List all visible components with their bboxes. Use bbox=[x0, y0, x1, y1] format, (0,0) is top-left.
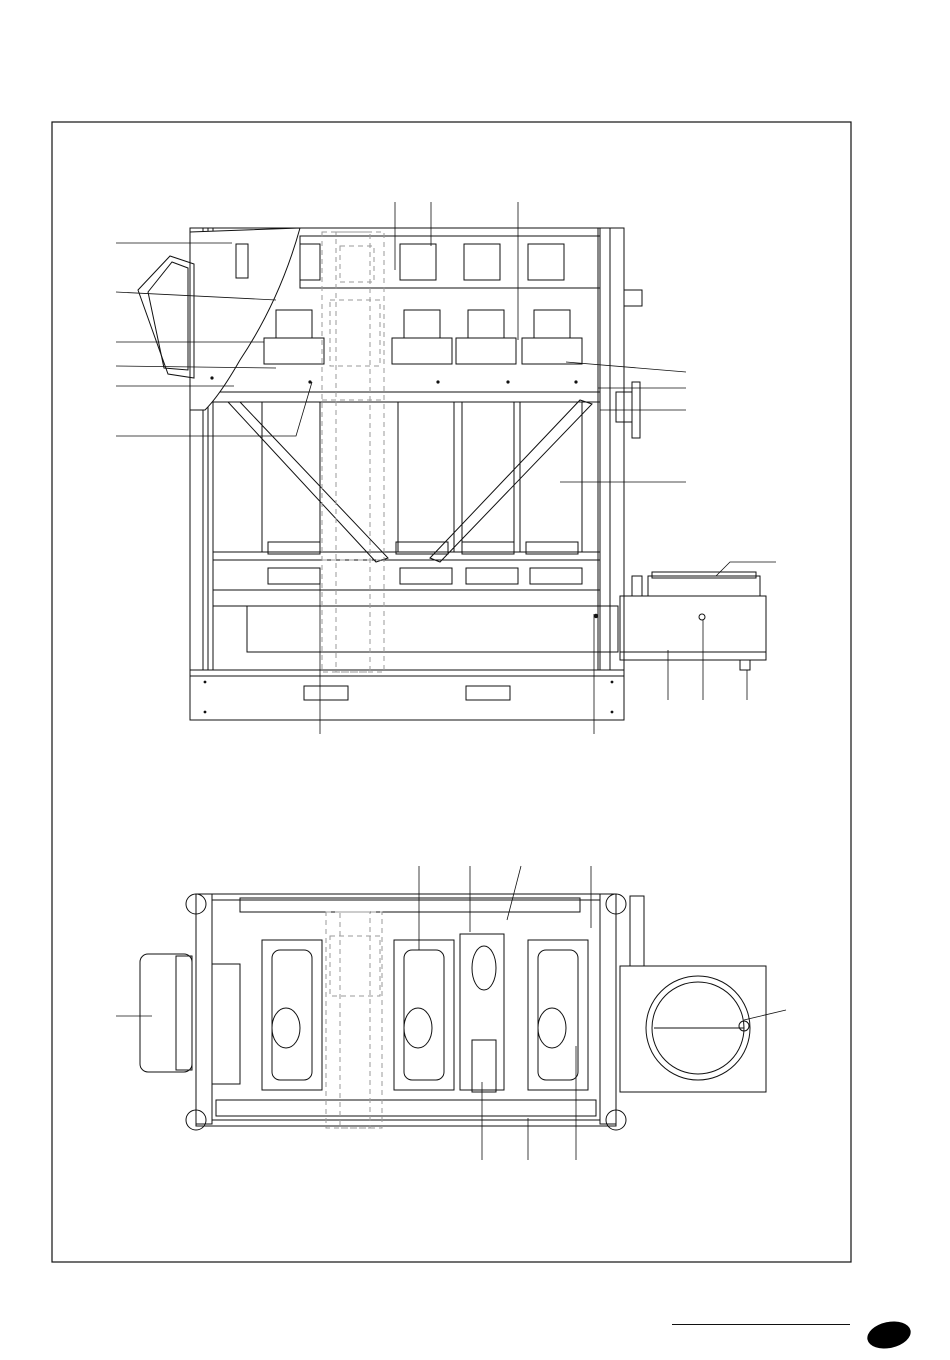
top-plan-view bbox=[140, 894, 766, 1130]
hidden-module-outline-plan bbox=[326, 912, 382, 1128]
footer-rule bbox=[672, 1324, 850, 1325]
page-marker bbox=[866, 1320, 912, 1350]
fastener-dots-side bbox=[204, 376, 614, 713]
side-elevation-view bbox=[138, 228, 766, 720]
drawing-frame bbox=[52, 122, 851, 1262]
